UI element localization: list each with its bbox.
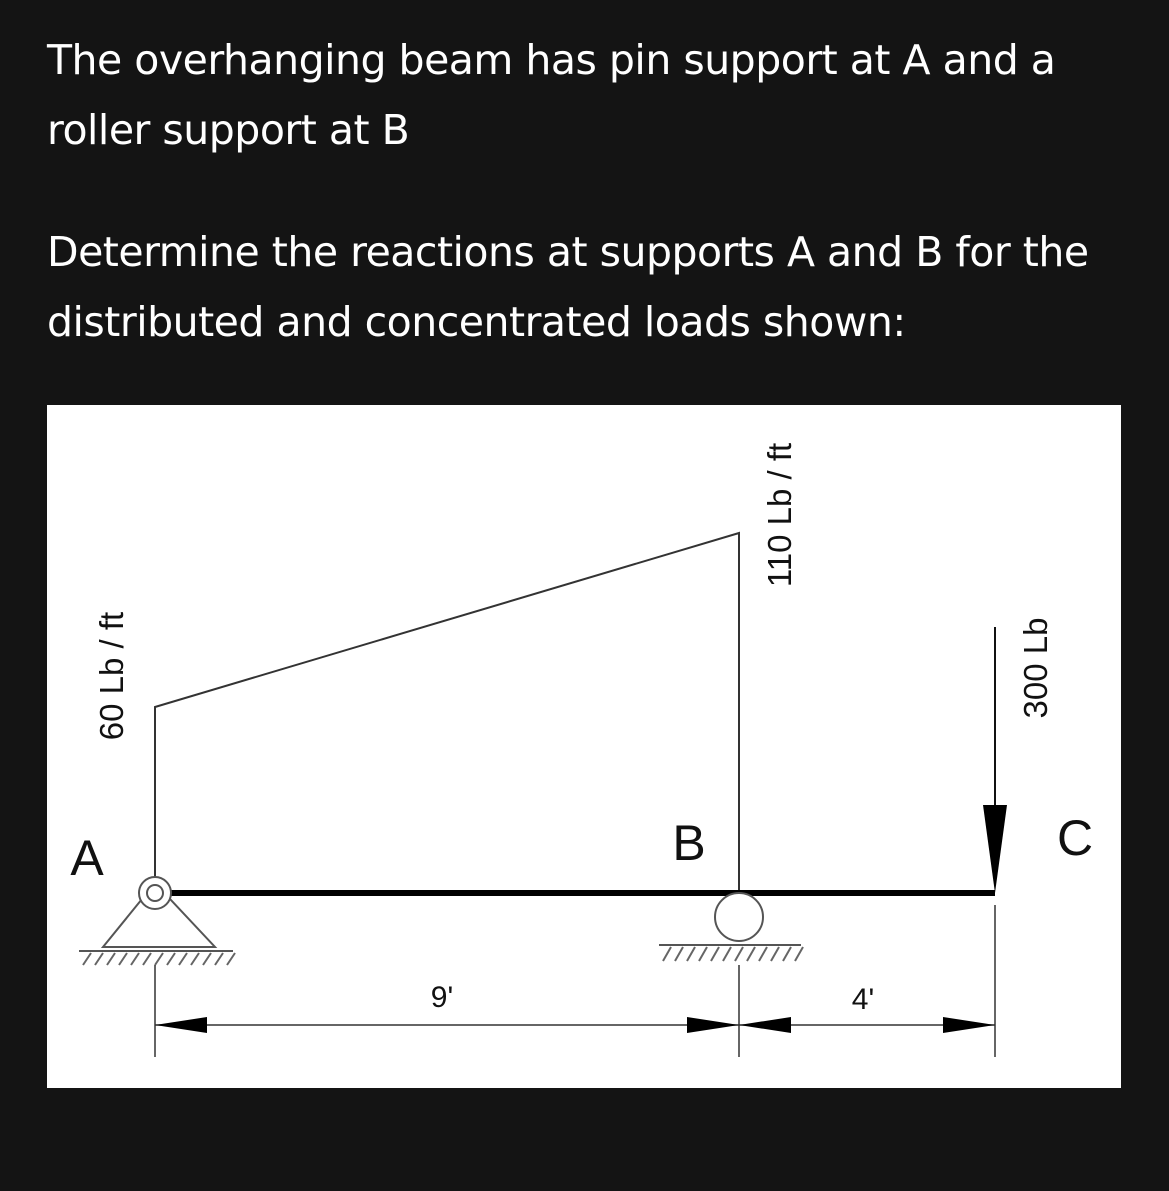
distributed-load-start-label: 60 Lb / ft <box>93 611 130 741</box>
dimension-bc-label: 4' <box>851 983 875 1016</box>
problem-question: Determine the reactions at supports A and B for the distributed and concentrated loads shown: <box>47 228 1089 346</box>
point-c-label: C <box>1056 810 1094 866</box>
dimension-line-bc <box>739 1017 995 1033</box>
point-load-label: 300 Lb <box>1017 617 1054 719</box>
dimension-line-ab <box>155 1017 739 1033</box>
support-a-label: A <box>70 830 104 886</box>
dimension-ab-label: 9' <box>430 981 454 1014</box>
distributed-load-end-label: 110 Lb / ft <box>761 442 798 588</box>
problem-statement: The overhanging beam has pin support at A and a roller support at B <box>47 36 1056 154</box>
point-load-arrow <box>983 627 1007 893</box>
distributed-load-area <box>155 533 739 893</box>
roller-support-b <box>659 893 803 961</box>
beam-diagram-svg <box>47 405 1121 1088</box>
beam-diagram <box>47 405 1121 1088</box>
support-b-label: B <box>672 815 706 871</box>
dimension-extension-lines <box>155 905 995 1057</box>
